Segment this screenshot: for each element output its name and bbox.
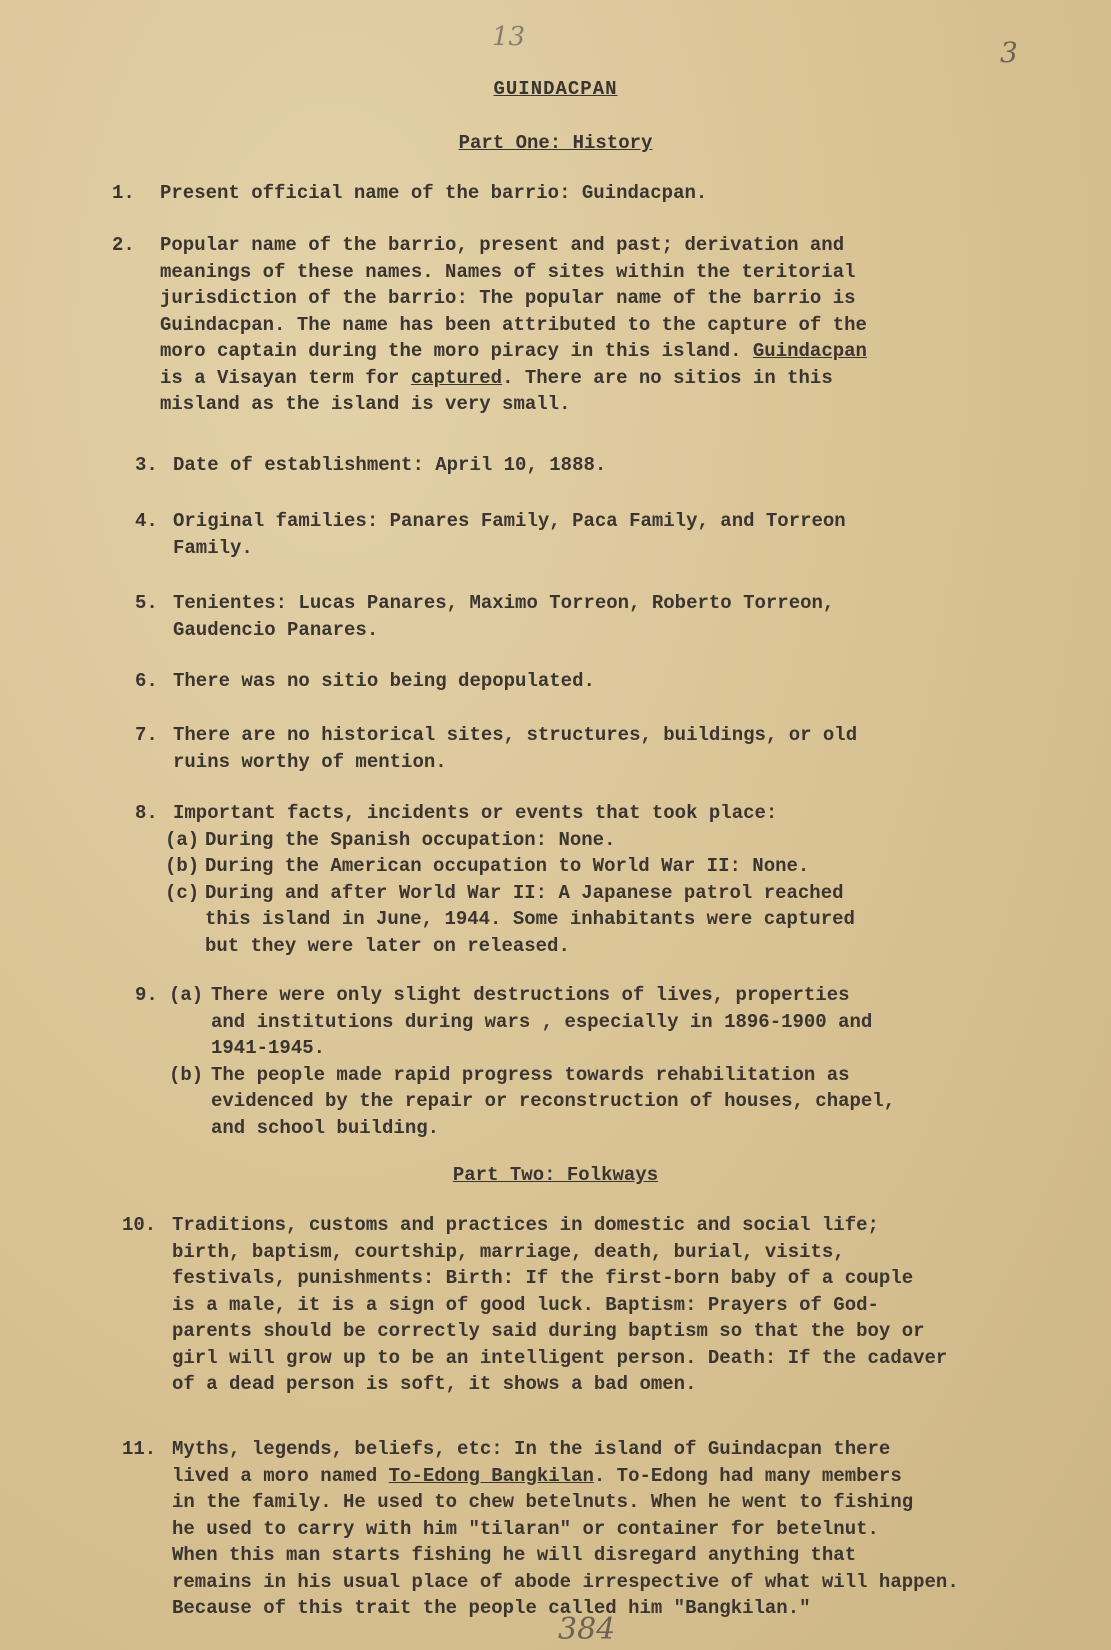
sub-item-b [165,853,1035,880]
item-line: he used to carry with him "tilaran" or container for betelnut. [172,1517,879,1540]
sub-item-label: (a) [169,984,204,1006]
item-4 [135,508,1035,561]
item-line: There were only slight destructions of lives, properties [211,984,850,1006]
item-line: girl will grow up to be an intelligent person. Death: If the cadaver [172,1346,948,1369]
item-line: The people made rapid progress towards rehabilitation as [211,1063,850,1086]
item-line: birth, baptism, courtship, marriage, death, burial, visits, [172,1240,845,1263]
item-line: of a dead person is soft, it shows a bad omen. [172,1373,697,1395]
item-number: 11. [122,1438,157,1460]
item-line: and institutions during wars , especially in 1896-1900 and [211,1010,873,1033]
item-11 [122,1436,1052,1622]
item-7 [135,722,1035,775]
sub-item-label: (c) [165,881,200,904]
item-line: jurisdiction of the barrio: The popular name of the barrio is [160,287,856,309]
item-line: Guindacpan. The name has been attributed to the capture of the [160,313,867,336]
sub-item-b [169,1062,1035,1142]
sub-item-label: (b) [169,1063,204,1086]
document-title: GUINDACPAN [493,78,618,100]
item-line: Important facts, incidents or events that took place: [173,802,778,824]
item-line: There are no historical sites, structures, buildings, or old [173,724,858,746]
item-number: 8. [135,802,158,824]
underlined-term: captured [410,366,503,389]
item-number: 10. [122,1214,157,1236]
item-2 [112,232,1032,418]
handwritten-page-number-top: 13 [492,22,526,52]
underlined-term: Guindacpan [752,340,867,362]
item-line: in the family. He used to chew betelnuts. When he went to fishing [172,1491,914,1513]
item-1 [112,180,1012,207]
item-text: There was no sitio being depopulated. [173,670,595,692]
item-line: Popular name of the barrio, present and past; derivation and [160,234,845,256]
item-line: Traditions, customs and practices in domestic and social life; [172,1214,879,1236]
item-line: parents should be correctly said during baptism so that the boy or [172,1320,925,1342]
item-8 [135,800,1035,959]
sub-item-label: (b) [165,855,200,877]
item-9 [135,982,1035,1141]
sub-item-a [169,982,1035,1062]
item-line: Gaudencio Panares. [173,618,379,641]
item-number: 9. [135,984,158,1006]
sub-item-c [165,880,1035,960]
sub-item-a [165,827,1035,854]
underlined-name: To-Edong Bangkilan [388,1464,594,1487]
item-line: and school building. [211,1116,440,1139]
item-5 [135,590,1035,643]
item-line: misland as the island is very small. [160,393,571,415]
item-line: this island in June, 1944. Some inhabitants were captured [205,908,855,930]
item-number: 5. [135,592,158,614]
item-text: Date of establishment: April 10, 1888. [173,454,607,476]
item-line: Because of this trait the people called him "Bangkilan." [172,1597,811,1619]
item-line: but they were later on released. [205,934,570,957]
item-10 [122,1212,1052,1398]
item-number: 1. [112,182,135,204]
item-line: 1941-1945. [211,1037,326,1059]
item-line: is a Visayan term for captured. There are no sitios in this [160,366,833,389]
item-line: Original families: Panares Family, Paca Family, and Torreon [173,510,846,532]
item-6 [135,668,1035,695]
item-line: meanings of these names. Names of sites within the teritorial [160,260,856,283]
item-line: Family. [173,536,253,559]
item-line: festivals, punishments: Birth: If the first-born baby of a couple [172,1267,914,1289]
part-one-heading: Part One: History [458,132,653,154]
item-line: is a male, it is a sign of good luck. Baptism: Prayers of God- [172,1293,879,1316]
item-line: During and after World War II: A Japanese patrol reached [205,881,844,904]
item-number: 2. [112,234,135,256]
item-line: When this man starts fishing he will disregard anything that [172,1544,857,1566]
item-line: moro captain during the moro piracy in this island. Guindacpan [160,340,867,362]
sub-item-label: (a) [165,828,200,851]
handwritten-corner-mark: 3 [1000,36,1018,69]
item-number: 4. [135,510,158,532]
item-line: ruins worthy of mention. [173,750,447,773]
item-number: 7. [135,724,158,746]
item-number: 6. [135,670,158,692]
item-line: During the Spanish occupation: None. [205,828,616,851]
item-line: Tenientes: Lucas Panares, Maximo Torreon, Roberto Torreon, [173,592,835,614]
item-number: 3. [135,454,158,476]
handwritten-page-number-bottom: 384 [558,1612,616,1647]
item-line: lived a moro named To-Edong Bangkilan. To-Edong had many members [172,1464,902,1487]
item-line: During the American occupation to World War II: None. [205,855,810,877]
item-line: evidenced by the repair or reconstruction of houses, chapel, [211,1090,896,1112]
item-line: remains in his usual place of abode irrespective of what will happen. [172,1570,959,1593]
item-3 [135,452,1035,479]
item-text: Present official name of the barrio: Guindacpan. [160,182,708,204]
part-two-heading: Part Two: Folkways [452,1164,659,1186]
item-line: Myths, legends, beliefs, etc: In the island of Guindacpan there [172,1438,891,1460]
